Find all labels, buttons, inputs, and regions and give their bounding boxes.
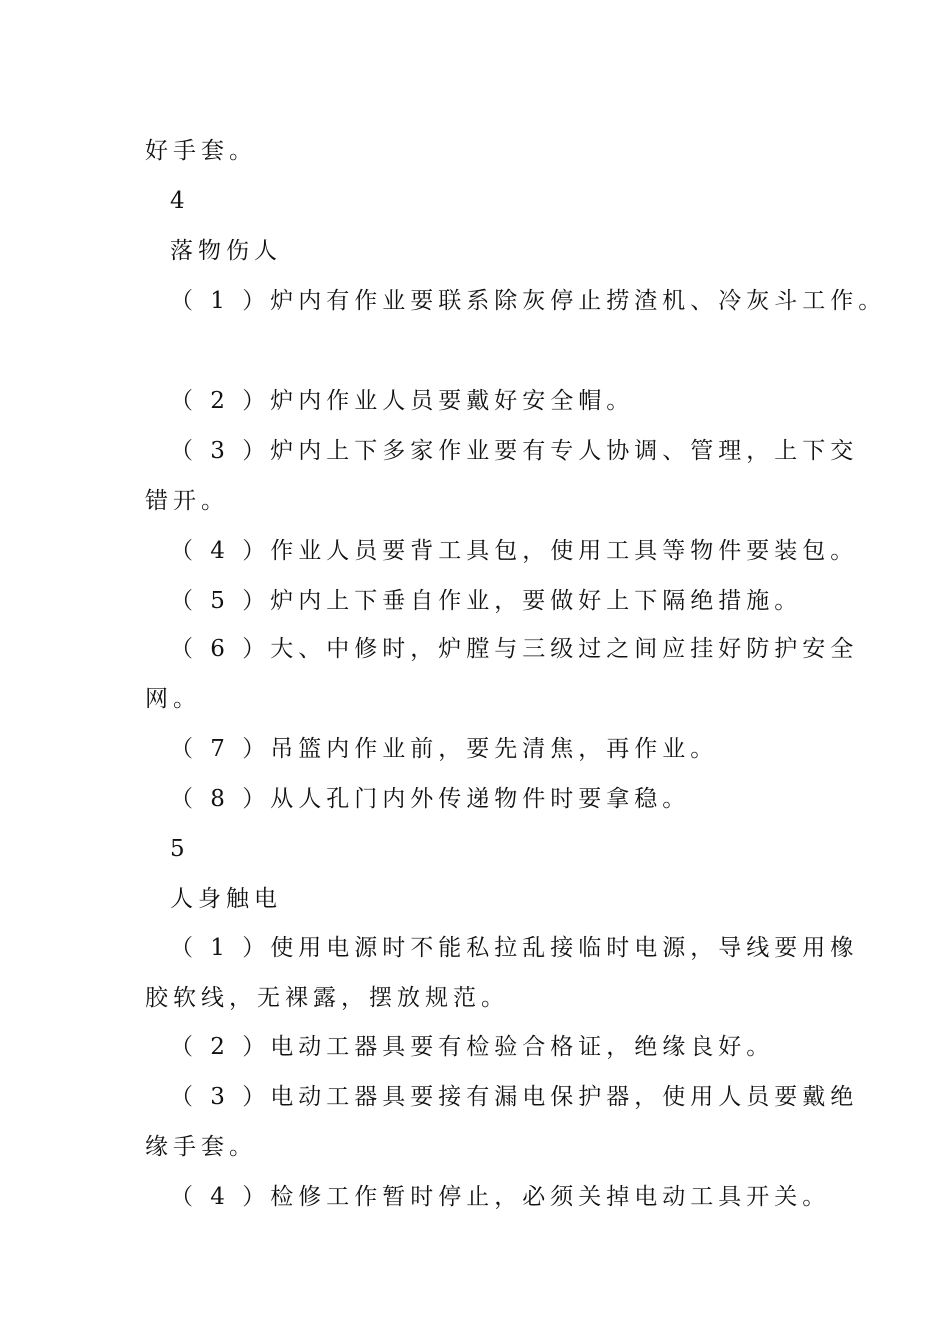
section-heading: 落物伤人 bbox=[170, 238, 282, 264]
text-line: 网。 bbox=[145, 686, 201, 712]
text-line: 缘手套。 bbox=[145, 1134, 257, 1160]
list-item: （ 4 ）作业人员要背工具包，使用工具等物件要装包。 bbox=[170, 538, 859, 564]
list-item: （ 3 ）电动工器具要接有漏电保护器，使用人员要戴绝 bbox=[170, 1084, 859, 1110]
list-item: （ 7 ）吊篮内作业前，要先清焦，再作业。 bbox=[170, 736, 719, 762]
list-item: （ 8 ）从人孔门内外传递物件时要拿稳。 bbox=[170, 786, 691, 812]
list-item: （ 5 ）炉内上下垂自作业，要做好上下隔绝措施。 bbox=[170, 588, 803, 614]
section-number: 5 bbox=[170, 836, 190, 862]
list-item: （ 4 ）检修工作暂时停止，必须关掉电动工具开关。 bbox=[170, 1184, 831, 1210]
list-item: （ 2 ）炉内作业人员要戴好安全帽。 bbox=[170, 388, 635, 414]
list-item: （ 3 ）炉内上下多家作业要有专人协调、管理，上下交 bbox=[170, 438, 859, 464]
section-number: 4 bbox=[170, 188, 190, 214]
text-line: 胶软线，无裸露，摆放规范。 bbox=[145, 985, 509, 1011]
text-line: 错开。 bbox=[145, 488, 229, 514]
list-item: （ 1 ）使用电源时不能私拉乱接临时电源，导线要用橡 bbox=[170, 935, 859, 961]
list-item: （ 6 ）大、中修时，炉膛与三级过之间应挂好防护安全 bbox=[170, 636, 859, 662]
list-item: （ 2 ）电动工器具要有检验合格证，绝缘良好。 bbox=[170, 1034, 775, 1060]
text-line: 好手套。 bbox=[145, 138, 257, 164]
section-heading: 人身触电 bbox=[170, 886, 282, 912]
list-item: （ 1 ）炉内有作业要联系除灰停止捞渣机、冷灰斗工作。 bbox=[170, 288, 887, 314]
